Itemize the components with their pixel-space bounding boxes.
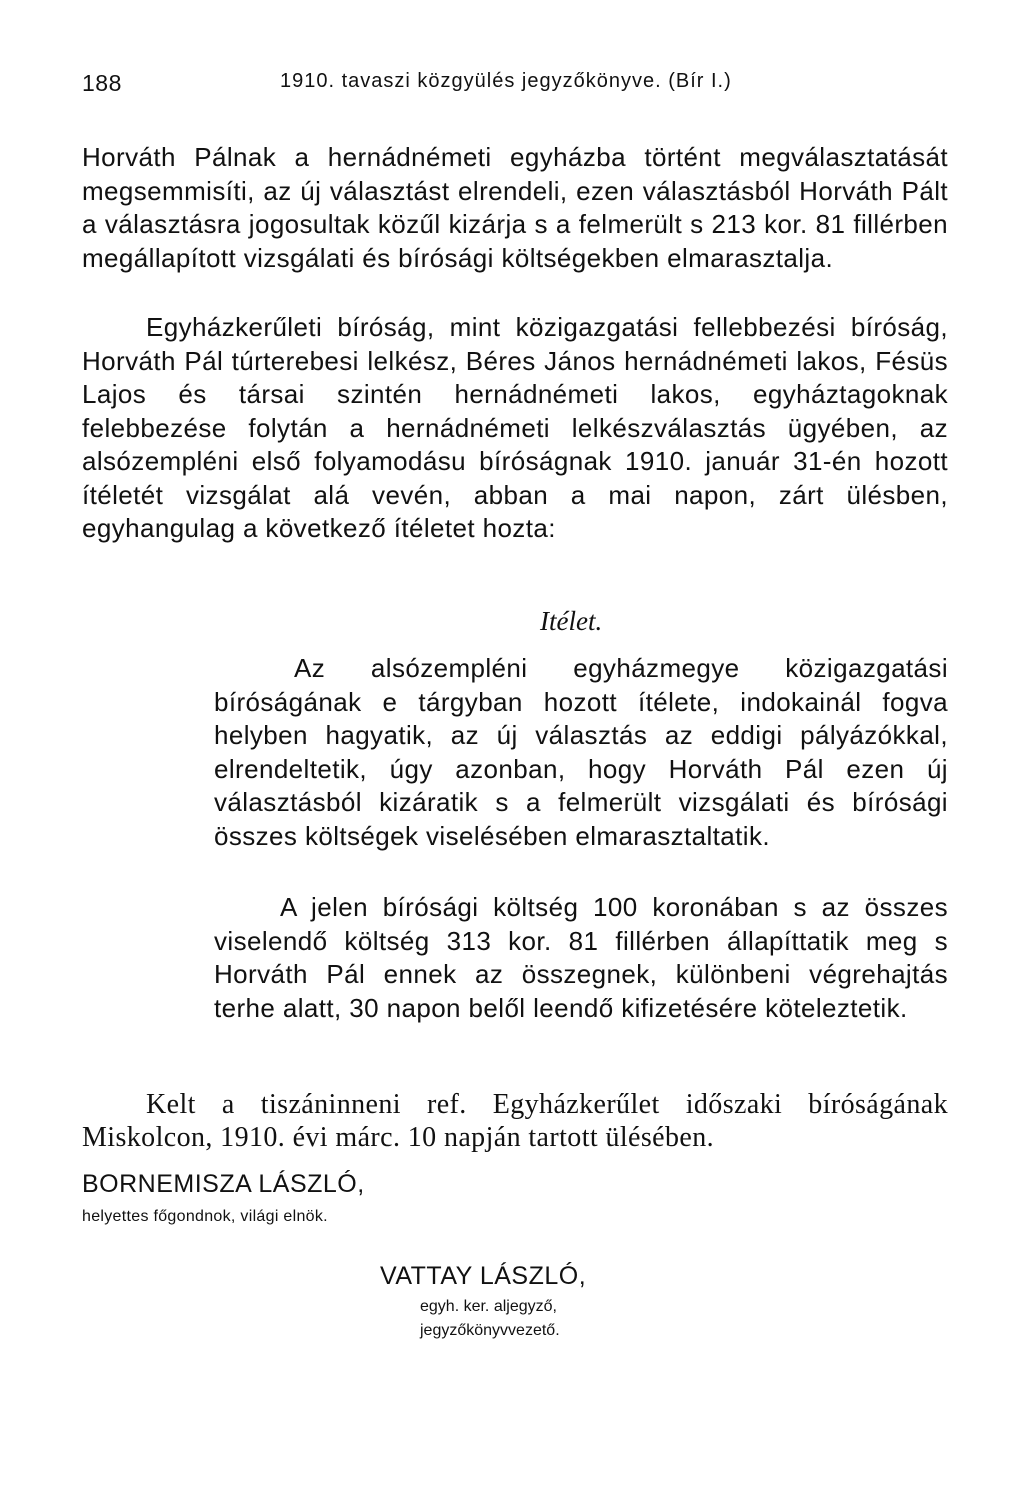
closing-paragraph: Kelt a tiszáninneni ref. Egyházkerűlet időszaki bíróságának Miskolcon, 1910. évi márc. 10 napján tartott ülésében. [82, 1089, 948, 1153]
signature-second-name: VATTAY LÁSZLÓ, [380, 1262, 587, 1290]
signature-first-title: helyettes főgondnok, világi elnök. [82, 1208, 328, 1225]
verdict-paragraph-2: A jelen bírósági költség 100 koronában s az összes viselendő költség 313 kor. 81 fillérben állapíttatik meg s Horváth Pál ennek az összegnek, különbeni végrehajtás terhe alatt, 30 napon belől leendő kifizetésére köteleztetik. [214, 892, 948, 1023]
running-head: 1910. tavaszi közgyülés jegyzőkönyve. (Bír I.) [280, 70, 732, 92]
signature-first-name: BORNEMISZA LÁSZLÓ, [82, 1170, 365, 1198]
page-number: 188 [82, 70, 122, 96]
signature-second-title-line2: jegyzőkönyvvezető. [420, 1322, 560, 1339]
signature-second-title-line1: egyh. ker. aljegyző, [420, 1298, 557, 1315]
page-header [82, 68, 942, 98]
verdict-title: Itélet. [540, 606, 603, 636]
verdict-paragraph-1: Az alsózempléni egyházmegye közigazgatási bíróságának e tárgyban hozott ítélete, indokainál fogva helyben hagyatik, az új választás az eddigi pályázókkal, elrendeltetik, úgy azonban, hogy Horváth Pál ezen új választásból kizáratik s a felmerült vizsgálati és bírósági összes költségek viselésében elmarasztaltatik. [214, 653, 948, 851]
paragraph-2: Egyházkerűleti bíróság, mint közigazgatási fellebbezési bíróság, Horváth Pál túrterebesi lelkész, Béres János hernádnémeti lakos, Fésüs Lajos és társai szintén hernádnémeti lakos, egyháztagoknak felebbezése folytán a hernádnémeti lelkészválasztás ügyében, az alsózempléni első folyamodásu bíróságnak 1910. január 31-én hozott ítéletét vizsgálat alá vevén, abban a mai napon, zárt ülésben, egyhangulag a következő ítéletet hozta: [82, 312, 948, 543]
paragraph-1: Horváth Pálnak a hernádnémeti egyházba történt megválasztatását megsemmisíti, az új választást elrendeli, ezen választásból Horváth Pált a választásra jogosultak közűl kizárja s a felmerült s 213 kor. 81 fillérben megállapított vizsgálati és bírósági költségekben elmarasztalja. [82, 142, 948, 273]
